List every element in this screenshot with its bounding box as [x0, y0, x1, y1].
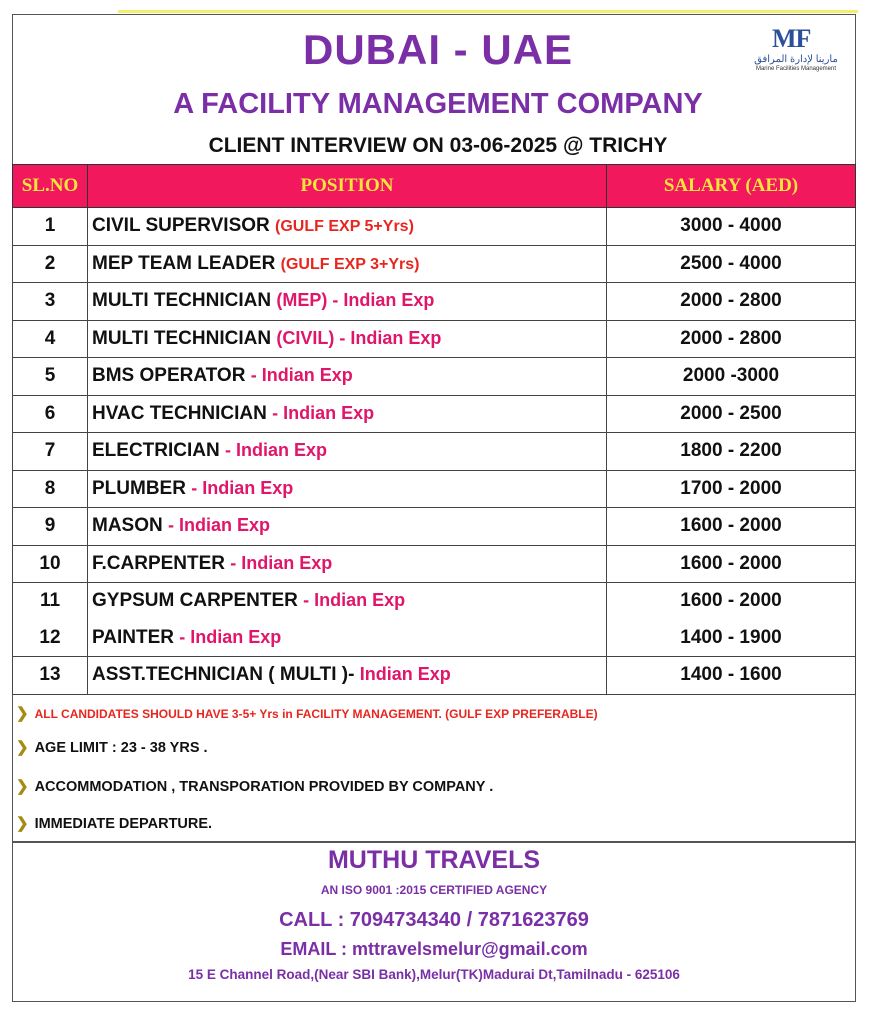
table-row	[13, 358, 856, 396]
cell-salary: 3000 - 4000	[607, 208, 856, 246]
agency-phone: CALL : 7094734340 / 7871623769	[279, 909, 589, 931]
position-title: ASST.TECHNICIAN ( MULTI )-	[92, 664, 355, 686]
logo-mark: MF	[772, 24, 811, 53]
note-text: ALL CANDIDATES SHOULD HAVE 3-5+ Yrs in FACILITY MANAGEMENT. (GULF EXP PREFERABLE)	[34, 707, 598, 721]
position-requirement: - Indian Exp	[191, 477, 294, 498]
position-title: GYPSUM CARPENTER	[92, 590, 298, 612]
cell-sl-no: 8	[13, 470, 88, 508]
table-row	[13, 583, 856, 620]
table-row	[13, 245, 856, 283]
note-text: ACCOMMODATION , TRANSPORATION PROVIDED BY COMPANY .	[34, 779, 494, 795]
cell-salary: 1400 - 1600	[607, 657, 856, 695]
agency-address: 15 E Channel Road,(Near SBI Bank),Melur(TK)Madurai Dt,Tamilnadu - 625106	[188, 967, 680, 982]
notes-section	[12, 692, 856, 842]
position-requirement: - Indian Exp	[250, 365, 353, 386]
note-experience	[16, 704, 598, 722]
position-requirement: (GULF EXP 5+Yrs)	[275, 218, 414, 236]
header-sl-no: SL.NO	[13, 165, 88, 208]
top-accent-line	[118, 10, 858, 13]
logo-english-text: Marine Facilities Management	[755, 66, 837, 72]
cell-position	[88, 358, 607, 396]
position-requirement: (CIVIL) - Indian Exp	[276, 327, 442, 348]
table-row	[13, 508, 856, 546]
table-row	[13, 470, 856, 508]
cell-position	[88, 583, 607, 620]
note-accommodation	[16, 777, 493, 795]
logo-arabic-text: مارينا لإدارة المرافق	[754, 54, 838, 65]
cell-position	[88, 545, 607, 583]
table-row	[13, 545, 856, 583]
cell-sl-no: 2	[13, 245, 88, 283]
cell-sl-no: 4	[13, 320, 88, 358]
cell-position	[88, 470, 607, 508]
position-title: F.CARPENTER	[92, 552, 226, 574]
position-title: MULTI TECHNICIAN	[92, 327, 272, 349]
header-position: POSITION	[88, 165, 607, 208]
position-title: BMS OPERATOR	[92, 365, 246, 387]
table-row	[13, 433, 856, 471]
cell-salary: 2000 - 2500	[607, 395, 856, 433]
note-age	[16, 738, 208, 756]
cell-position	[88, 508, 607, 546]
table-header-row	[13, 165, 856, 208]
position-requirement: (GULF EXP 3+Yrs)	[280, 255, 420, 273]
cell-sl-no: 5	[13, 358, 88, 396]
cell-position	[88, 245, 607, 283]
cell-salary: 2500 - 4000	[607, 245, 856, 283]
position-requirement: - Indian Exp	[168, 515, 271, 536]
note-text: AGE LIMIT : 23 - 38 YRS .	[34, 740, 208, 756]
position-title: PLUMBER	[92, 477, 186, 499]
cell-salary: 1600 - 2000	[607, 545, 856, 583]
cell-salary: 1800 - 2200	[607, 433, 856, 471]
cell-sl-no: 13	[13, 657, 88, 695]
position-title: CIVIL SUPERVISOR	[92, 215, 270, 237]
chevron-right-icon: ❯	[16, 739, 29, 756]
note-text: IMMEDIATE DEPARTURE.	[34, 816, 213, 832]
position-requirement: - Indian Exp	[272, 402, 375, 423]
cell-sl-no: 3	[13, 283, 88, 321]
position-title: MEP TEAM LEADER	[92, 252, 276, 274]
location-title: DUBAI - UAE	[303, 26, 573, 73]
cell-salary: 1400 - 1900	[607, 620, 856, 657]
agency-email: EMAIL : mttravelsmelur@gmail.com	[280, 939, 588, 959]
cell-sl-no: 1	[13, 208, 88, 246]
chevron-right-icon: ❯	[16, 778, 29, 795]
footer-divider	[12, 841, 856, 843]
cell-sl-no: 6	[13, 395, 88, 433]
cell-position	[88, 395, 607, 433]
cell-sl-no: 9	[13, 508, 88, 546]
cell-position	[88, 657, 607, 695]
table-row	[13, 283, 856, 321]
cell-position	[88, 620, 607, 657]
table-row	[13, 657, 856, 695]
jobs-table	[12, 164, 856, 695]
table-row	[13, 395, 856, 433]
cell-salary: 1700 - 2000	[607, 470, 856, 508]
position-requirement: Indian Exp	[359, 664, 451, 685]
interview-line: CLIENT INTERVIEW ON 03-06-2025 @ TRICHY	[208, 134, 668, 157]
position-title: MASON	[92, 515, 163, 537]
company-subtitle: A FACILITY MANAGEMENT COMPANY	[173, 88, 703, 120]
cell-position	[88, 208, 607, 246]
cell-position	[88, 283, 607, 321]
position-requirement: (MEP) - Indian Exp	[276, 290, 435, 311]
chevron-right-icon: ❯	[16, 705, 29, 722]
position-title: HVAC TECHNICIAN	[92, 402, 267, 424]
table-row	[13, 620, 856, 657]
position-title: PAINTER	[92, 626, 174, 648]
agency-name: MUTHU TRAVELS	[327, 846, 541, 874]
position-requirement: - Indian Exp	[225, 440, 328, 461]
cell-salary: 2000 - 2800	[607, 283, 856, 321]
note-departure	[16, 814, 212, 832]
position-title: ELECTRICIAN	[92, 440, 220, 462]
cell-sl-no: 10	[13, 545, 88, 583]
cell-salary: 2000 -3000	[607, 358, 856, 396]
chevron-right-icon: ❯	[16, 815, 29, 832]
cell-salary: 1600 - 2000	[607, 508, 856, 546]
cell-sl-no: 12	[13, 620, 88, 657]
cell-salary: 2000 - 2800	[607, 320, 856, 358]
position-requirement: - Indian Exp	[230, 552, 333, 573]
cell-sl-no: 11	[13, 583, 88, 620]
cell-salary: 1600 - 2000	[607, 583, 856, 620]
cell-sl-no: 7	[13, 433, 88, 471]
table-row	[13, 208, 856, 246]
position-requirement: - Indian Exp	[179, 626, 282, 647]
cell-position	[88, 320, 607, 358]
position-title: MULTI TECHNICIAN	[92, 290, 272, 312]
cell-position	[88, 433, 607, 471]
company-logo	[746, 24, 846, 74]
table-row	[13, 320, 856, 358]
position-requirement: - Indian Exp	[303, 590, 406, 611]
agency-certification: AN ISO 9001 :2015 CERTIFIED AGENCY	[320, 883, 548, 897]
header-salary: SALARY (AED)	[607, 165, 856, 208]
